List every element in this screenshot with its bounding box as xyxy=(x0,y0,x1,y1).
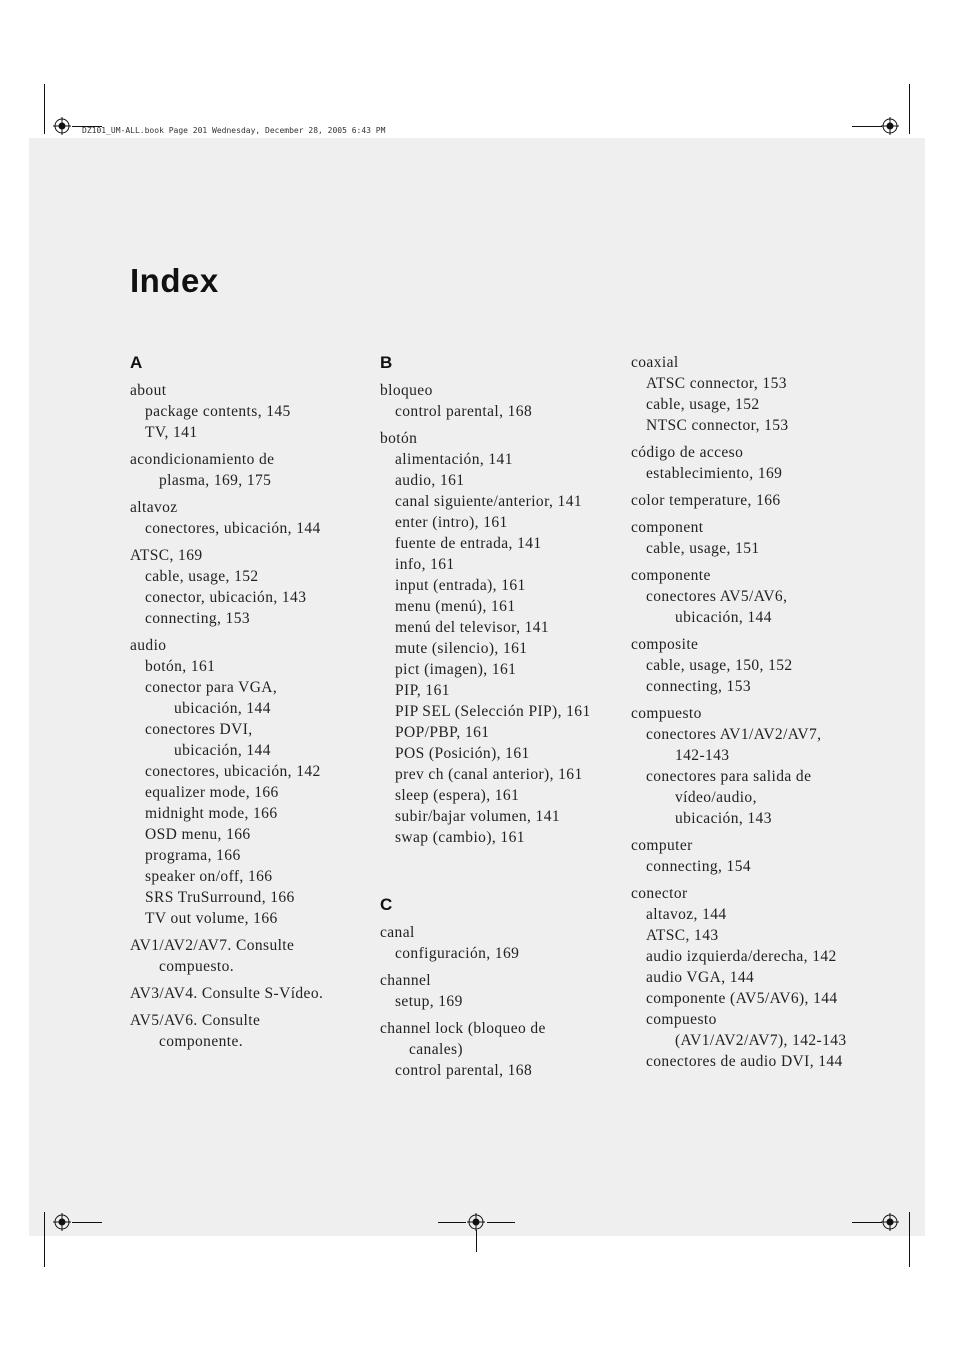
index-subentry: TV out volume, 166 xyxy=(145,910,278,927)
index-term-continued: componente. xyxy=(159,1033,244,1050)
section-letter: C xyxy=(380,895,393,914)
crop-mark xyxy=(909,1212,910,1267)
index-subentry: alimentación, 141 xyxy=(395,451,513,468)
index-subentry-continued: ubicación, 143 xyxy=(675,810,772,827)
index-term: ATSC, 169 xyxy=(130,547,203,564)
index-term: channel lock (bloqueo de xyxy=(380,1020,546,1037)
index-entry xyxy=(130,449,370,491)
index-subentry: cable, usage, 152 xyxy=(145,568,259,585)
crop-mark xyxy=(72,1222,102,1223)
index-term: about xyxy=(130,382,167,399)
index-subentry: cable, usage, 150, 152 xyxy=(646,657,793,674)
index-entry xyxy=(631,565,871,628)
index-entry xyxy=(130,935,370,977)
index-subentry: prev ch (canal anterior), 161 xyxy=(395,766,583,783)
index-subentry: NTSC connector, 153 xyxy=(646,417,789,434)
index-subentry: sleep (espera), 161 xyxy=(395,787,520,804)
index-entry xyxy=(631,703,871,829)
index-entry xyxy=(380,970,620,1012)
index-term: compuesto xyxy=(631,705,702,722)
index-entry xyxy=(631,835,871,877)
index-subentry: menú del televisor, 141 xyxy=(395,619,550,636)
index-term: coaxial xyxy=(631,354,679,371)
index-entry xyxy=(380,380,620,422)
index-subentry: input (entrada), 161 xyxy=(395,577,526,594)
index-subentry: PIP, 161 xyxy=(395,682,450,699)
index-subentry: conectores de audio DVI, 144 xyxy=(646,1053,843,1070)
index-subentry: mute (silencio), 161 xyxy=(395,640,528,657)
index-term: color temperature, 166 xyxy=(631,492,781,509)
index-term: computer xyxy=(631,837,693,854)
index-subentry-continued: ubicación, 144 xyxy=(174,700,271,717)
index-subentry: swap (cambio), 161 xyxy=(395,829,525,846)
index-subentry: midnight mode, 166 xyxy=(145,805,278,822)
registration-mark-icon xyxy=(881,1213,899,1231)
index-term: botón xyxy=(380,430,418,447)
index-subentry: establecimiento, 169 xyxy=(646,465,783,482)
index-term: AV1/AV2/AV7. Consulte xyxy=(130,937,295,954)
index-term: conector xyxy=(631,885,688,902)
index-term: bloqueo xyxy=(380,382,433,399)
index-term-continued: canales) xyxy=(409,1041,463,1058)
index-term: AV5/AV6. Consulte xyxy=(130,1012,261,1029)
index-subentry: OSD menu, 166 xyxy=(145,826,251,843)
index-entry xyxy=(130,635,370,929)
index-entry xyxy=(631,634,871,697)
index-term: canal xyxy=(380,924,415,941)
index-subentry: altavoz, 144 xyxy=(646,906,727,923)
index-subentry: pict (imagen), 161 xyxy=(395,661,517,678)
index-subentry: PIP SEL (Selección PIP), 161 xyxy=(395,703,591,720)
index-subentry: connecting, 153 xyxy=(145,610,251,627)
crop-mark xyxy=(438,1222,466,1223)
index-term: composite xyxy=(631,636,699,653)
index-subentry: control parental, 168 xyxy=(395,1062,533,1079)
index-subentry: conectores AV1/AV2/AV7, xyxy=(646,726,822,743)
index-subentry: subir/bajar volumen, 141 xyxy=(395,808,561,825)
crop-mark xyxy=(44,1212,45,1267)
index-term: acondicionamiento de xyxy=(130,451,275,468)
crop-mark xyxy=(909,84,910,134)
crop-mark xyxy=(476,1230,477,1252)
index-entry xyxy=(130,983,370,1004)
index-term-continued: compuesto. xyxy=(159,958,235,975)
index-subentry: connecting, 154 xyxy=(646,858,752,875)
index-subentry-continued: ubicación, 144 xyxy=(174,742,271,759)
index-subentry: botón, 161 xyxy=(145,658,216,675)
index-term-continued: plasma, 169, 175 xyxy=(159,472,272,489)
index-subentry: componente (AV5/AV6), 144 xyxy=(646,990,838,1007)
index-subentry: menu (menú), 161 xyxy=(395,598,516,615)
index-subentry: setup, 169 xyxy=(395,993,463,1010)
index-subentry: TV, 141 xyxy=(145,424,198,441)
index-entry xyxy=(631,517,871,559)
index-subentry: conector para VGA, xyxy=(145,679,278,696)
crop-mark xyxy=(44,84,45,134)
index-entry xyxy=(130,497,370,539)
page-title: Index xyxy=(130,262,219,299)
index-subentry: speaker on/off, 166 xyxy=(145,868,273,885)
crop-mark xyxy=(487,1222,515,1223)
section-letter: B xyxy=(380,353,393,372)
crop-mark xyxy=(852,1222,882,1223)
index-entry xyxy=(130,545,370,629)
index-subentry: canal siguiente/anterior, 141 xyxy=(395,493,583,510)
registration-mark-icon xyxy=(53,1213,71,1231)
index-term: AV3/AV4. Consulte S-Vídeo. xyxy=(130,985,324,1002)
index-subentry: conectores AV5/AV6, xyxy=(646,588,788,605)
index-entry xyxy=(380,922,620,964)
index-term: componente xyxy=(631,567,711,584)
index-subentry: compuesto xyxy=(646,1011,717,1028)
print-header: DZ101_UM-ALL.book Page 201 Wednesday, December 28, 2005 6:43 PM xyxy=(82,126,386,135)
index-entry xyxy=(631,883,871,1072)
index-term: channel xyxy=(380,972,431,989)
index-subentry: fuente de entrada, 141 xyxy=(395,535,542,552)
index-subentry: conectores para salida de xyxy=(646,768,812,785)
index-subentry: cable, usage, 151 xyxy=(646,540,760,557)
index-subentry: conectores, ubicación, 144 xyxy=(145,520,321,537)
index-subentry: ATSC, 143 xyxy=(646,927,719,944)
index-subentry: POP/PBP, 161 xyxy=(395,724,490,741)
index-subentry: conectores, ubicación, 142 xyxy=(145,763,321,780)
index-term: código de acceso xyxy=(631,444,744,461)
crop-mark xyxy=(852,126,882,127)
index-term: component xyxy=(631,519,704,536)
index-subentry-continued: vídeo/audio, xyxy=(675,789,757,806)
index-entry xyxy=(631,352,871,436)
index-subentry: programa, 166 xyxy=(145,847,241,864)
index-subentry: audio VGA, 144 xyxy=(646,969,755,986)
index-subentry: enter (intro), 161 xyxy=(395,514,508,531)
index-entry xyxy=(631,442,871,484)
index-entry xyxy=(631,490,871,511)
index-entry xyxy=(130,1010,370,1052)
index-subentry: package contents, 145 xyxy=(145,403,291,420)
index-subentry: control parental, 168 xyxy=(395,403,533,420)
index-subentry: cable, usage, 152 xyxy=(646,396,760,413)
index-subentry-continued: ubicación, 144 xyxy=(675,609,772,626)
index-subentry: conectores DVI, xyxy=(145,721,253,738)
index-column xyxy=(380,350,620,1087)
section-letter: A xyxy=(130,353,143,372)
index-entry xyxy=(380,1018,620,1081)
index-subentry: SRS TruSurround, 166 xyxy=(145,889,295,906)
index-subentry: audio, 161 xyxy=(395,472,465,489)
index-subentry: audio izquierda/derecha, 142 xyxy=(646,948,837,965)
index-subentry: info, 161 xyxy=(395,556,455,573)
index-entry xyxy=(130,380,370,443)
index-subentry-continued: (AV1/AV2/AV7), 142-143 xyxy=(675,1032,847,1049)
index-subentry-continued: 142-143 xyxy=(675,747,730,764)
index-column xyxy=(631,352,871,1078)
registration-mark-icon xyxy=(467,1213,485,1231)
index-subentry: configuración, 169 xyxy=(395,945,520,962)
index-subentry: connecting, 153 xyxy=(646,678,752,695)
registration-mark-icon xyxy=(53,117,71,135)
index-column xyxy=(130,350,370,1058)
registration-mark-icon xyxy=(881,117,899,135)
index-entry xyxy=(380,428,620,848)
index-subentry: ATSC connector, 153 xyxy=(646,375,787,392)
index-subentry: equalizer mode, 166 xyxy=(145,784,279,801)
index-subentry: POS (Posición), 161 xyxy=(395,745,530,762)
index-subentry: conector, ubicación, 143 xyxy=(145,589,307,606)
index-term: audio xyxy=(130,637,167,654)
index-term: altavoz xyxy=(130,499,178,516)
